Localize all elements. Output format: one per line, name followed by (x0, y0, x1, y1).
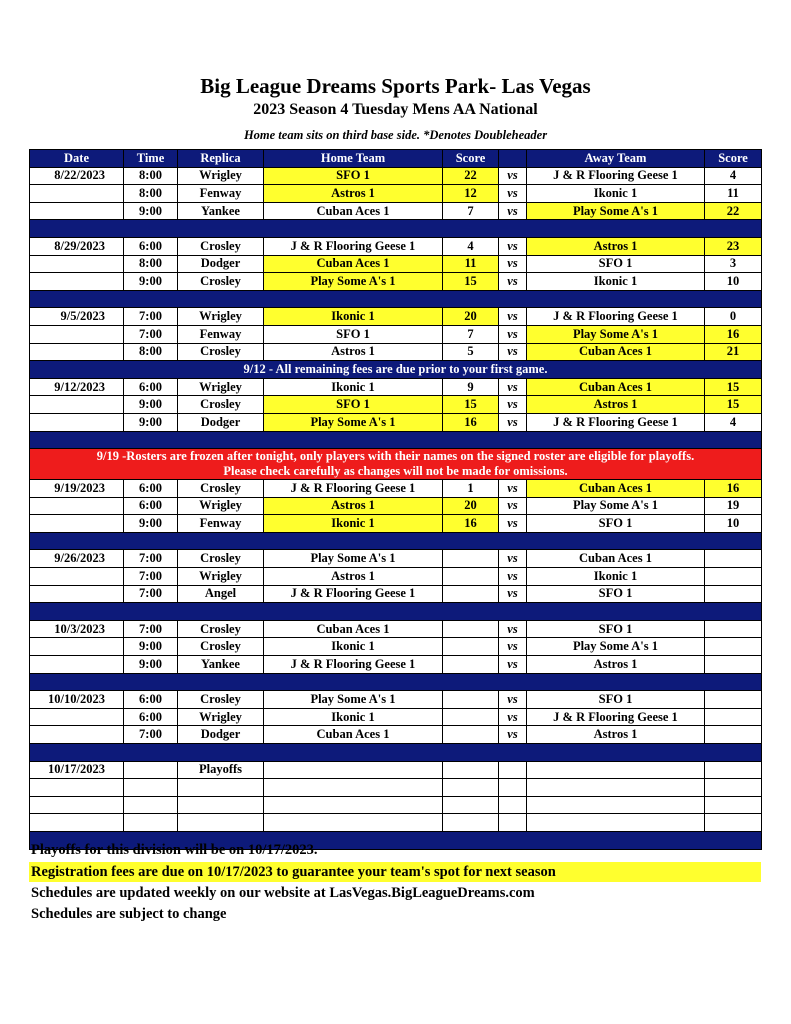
vs-label: vs (499, 308, 527, 326)
vs-label (499, 796, 527, 814)
home-team: J & R Flooring Geese 1 (264, 480, 443, 498)
game-row (30, 568, 762, 586)
game-field: Crosley (178, 550, 264, 568)
home-score: 9 (443, 378, 499, 396)
game-field: Crosley (178, 620, 264, 638)
home-team: Cuban Aces 1 (264, 255, 443, 273)
away-score: 16 (705, 325, 762, 343)
away-team (527, 796, 705, 814)
game-date (30, 726, 124, 744)
home-score: 4 (443, 237, 499, 255)
game-date: 9/19/2023 (30, 480, 124, 498)
away-team: Cuban Aces 1 (527, 378, 705, 396)
away-score (705, 761, 762, 779)
game-time: 7:00 (124, 308, 178, 326)
separator-cell (30, 603, 762, 621)
game-time: 9:00 (124, 413, 178, 431)
away-score: 19 (705, 497, 762, 515)
game-date (30, 497, 124, 515)
home-team (264, 779, 443, 797)
away-score (705, 656, 762, 674)
home-team: Ikonic 1 (264, 708, 443, 726)
game-time: 7:00 (124, 585, 178, 603)
page-subtitle: 2023 Season 4 Tuesday Mens AA National (253, 101, 538, 118)
game-date (30, 202, 124, 220)
vs-label: vs (499, 167, 527, 185)
home-score (443, 796, 499, 814)
vs-label (499, 761, 527, 779)
game-field: Fenway (178, 515, 264, 533)
home-score: 20 (443, 308, 499, 326)
registration-note: Registration fees are due on 10/17/2023 to guarantee your team's spot for next season (29, 862, 761, 882)
home-team: Astros 1 (264, 497, 443, 515)
col-home-team: Home Team (264, 150, 443, 168)
home-team (264, 814, 443, 832)
col-replica: Replica (178, 150, 264, 168)
separator-row (30, 673, 762, 691)
away-team: J & R Flooring Geese 1 (527, 167, 705, 185)
away-score: 4 (705, 413, 762, 431)
away-team: Ikonic 1 (527, 185, 705, 203)
game-field: Fenway (178, 325, 264, 343)
away-score: 0 (705, 308, 762, 326)
vs-label: vs (499, 237, 527, 255)
game-row (30, 814, 762, 832)
game-row (30, 396, 762, 414)
away-team: Play Some A's 1 (527, 497, 705, 515)
away-team: Play Some A's 1 (527, 202, 705, 220)
game-field: Wrigley (178, 378, 264, 396)
game-time: 8:00 (124, 255, 178, 273)
home-team: Play Some A's 1 (264, 413, 443, 431)
game-date (30, 255, 124, 273)
away-score: 11 (705, 185, 762, 203)
game-field: Crosley (178, 273, 264, 291)
away-score (705, 620, 762, 638)
away-team (527, 779, 705, 797)
away-score (705, 691, 762, 709)
game-field: Fenway (178, 185, 264, 203)
game-time: 9:00 (124, 273, 178, 291)
fees-notice-row (30, 361, 762, 379)
game-row (30, 185, 762, 203)
game-row (30, 638, 762, 656)
away-score: 10 (705, 273, 762, 291)
away-team: Play Some A's 1 (527, 325, 705, 343)
home-team-note: Home team sits on third base side. *Denotes Doubleheader (243, 128, 548, 142)
home-team: SFO 1 (264, 167, 443, 185)
home-team: Play Some A's 1 (264, 273, 443, 291)
home-score: 20 (443, 497, 499, 515)
game-date: 10/3/2023 (30, 620, 124, 638)
home-score: 16 (443, 515, 499, 533)
game-date: 8/29/2023 (30, 237, 124, 255)
away-score: 4 (705, 167, 762, 185)
away-team: Play Some A's 1 (527, 638, 705, 656)
game-row (30, 343, 762, 361)
game-row (30, 325, 762, 343)
away-team: J & R Flooring Geese 1 (527, 708, 705, 726)
away-team: Astros 1 (527, 726, 705, 744)
home-team: J & R Flooring Geese 1 (264, 237, 443, 255)
game-row (30, 202, 762, 220)
away-score: 23 (705, 237, 762, 255)
game-time: 6:00 (124, 708, 178, 726)
away-team: J & R Flooring Geese 1 (527, 413, 705, 431)
home-team: J & R Flooring Geese 1 (264, 656, 443, 674)
away-score: 15 (705, 396, 762, 414)
away-team: Cuban Aces 1 (527, 343, 705, 361)
away-score (705, 814, 762, 832)
roster-alert-line: Please check carefully as changes will not be made for omissions. (223, 464, 568, 479)
game-date (30, 814, 124, 832)
away-score (705, 708, 762, 726)
vs-label: vs (499, 620, 527, 638)
away-team: Ikonic 1 (527, 273, 705, 291)
game-field: Wrigley (178, 708, 264, 726)
game-field: Crosley (178, 343, 264, 361)
roster-alert-row (30, 449, 762, 480)
vs-label: vs (499, 585, 527, 603)
game-field: Crosley (178, 396, 264, 414)
home-team: J & R Flooring Geese 1 (264, 585, 443, 603)
game-row (30, 515, 762, 533)
game-date: 9/5/2023 (30, 308, 124, 326)
game-time: 9:00 (124, 656, 178, 674)
home-score: 16 (443, 413, 499, 431)
game-field: Crosley (178, 237, 264, 255)
col-time: Time (124, 150, 178, 168)
game-time (124, 796, 178, 814)
game-row (30, 656, 762, 674)
game-field: Crosley (178, 638, 264, 656)
game-row (30, 761, 762, 779)
game-date (30, 343, 124, 361)
game-field (178, 814, 264, 832)
game-row (30, 255, 762, 273)
away-team: Cuban Aces 1 (527, 550, 705, 568)
separator-row (30, 290, 762, 308)
away-score (705, 796, 762, 814)
game-time (124, 779, 178, 797)
game-field (178, 796, 264, 814)
vs-label: vs (499, 515, 527, 533)
col-home-score: Score (443, 150, 499, 168)
separator-cell (30, 744, 762, 762)
game-time: 7:00 (124, 568, 178, 586)
game-time: 7:00 (124, 726, 178, 744)
separator-row (30, 431, 762, 449)
vs-label: vs (499, 396, 527, 414)
game-row (30, 708, 762, 726)
home-score: 22 (443, 167, 499, 185)
game-time: 9:00 (124, 638, 178, 656)
vs-label: vs (499, 378, 527, 396)
vs-label: vs (499, 185, 527, 203)
game-date (30, 656, 124, 674)
away-score (705, 779, 762, 797)
game-time: 8:00 (124, 185, 178, 203)
game-date: 9/26/2023 (30, 550, 124, 568)
home-score (443, 779, 499, 797)
away-score (705, 585, 762, 603)
roster-alert (30, 449, 762, 480)
playoffs-note: Playoffs for this division will be on 10/17/2023. (31, 842, 318, 858)
game-time: 6:00 (124, 497, 178, 515)
game-date: 9/12/2023 (30, 378, 124, 396)
game-field: Crosley (178, 691, 264, 709)
vs-label: vs (499, 638, 527, 656)
home-score (443, 761, 499, 779)
home-team: Play Some A's 1 (264, 691, 443, 709)
game-time: 6:00 (124, 691, 178, 709)
col-away-score: Score (705, 150, 762, 168)
home-score: 5 (443, 343, 499, 361)
game-field: Wrigley (178, 568, 264, 586)
home-score: 15 (443, 396, 499, 414)
home-score (443, 814, 499, 832)
home-team: Ikonic 1 (264, 308, 443, 326)
home-score (443, 638, 499, 656)
game-field: Yankee (178, 202, 264, 220)
away-score (705, 568, 762, 586)
vs-label: vs (499, 255, 527, 273)
away-team: SFO 1 (527, 691, 705, 709)
away-team (527, 814, 705, 832)
home-team: Cuban Aces 1 (264, 620, 443, 638)
vs-label: vs (499, 343, 527, 361)
game-field: Dodger (178, 726, 264, 744)
home-score (443, 620, 499, 638)
game-time: 9:00 (124, 202, 178, 220)
away-team: SFO 1 (527, 255, 705, 273)
game-field (178, 779, 264, 797)
game-time: 6:00 (124, 480, 178, 498)
home-score: 12 (443, 185, 499, 203)
away-team: Astros 1 (527, 396, 705, 414)
game-time: 7:00 (124, 550, 178, 568)
game-row (30, 691, 762, 709)
away-score: 21 (705, 343, 762, 361)
separator-row (30, 532, 762, 550)
game-time: 7:00 (124, 325, 178, 343)
home-score (443, 656, 499, 674)
home-score (443, 585, 499, 603)
away-team: Astros 1 (527, 656, 705, 674)
home-score: 1 (443, 480, 499, 498)
game-field: Angel (178, 585, 264, 603)
game-date: 10/17/2023 (30, 761, 124, 779)
vs-label: vs (499, 202, 527, 220)
game-date (30, 273, 124, 291)
game-field: Wrigley (178, 167, 264, 185)
separator-cell (30, 220, 762, 238)
away-score: 22 (705, 202, 762, 220)
separator-row (30, 744, 762, 762)
game-date: 10/10/2023 (30, 691, 124, 709)
game-time (124, 761, 178, 779)
game-field: Yankee (178, 656, 264, 674)
vs-label: vs (499, 480, 527, 498)
game-date (30, 515, 124, 533)
game-row (30, 480, 762, 498)
home-team: Play Some A's 1 (264, 550, 443, 568)
game-field: Crosley (178, 480, 264, 498)
away-score: 3 (705, 255, 762, 273)
home-team: Astros 1 (264, 343, 443, 361)
game-date (30, 779, 124, 797)
col-date: Date (30, 150, 124, 168)
vs-label: vs (499, 325, 527, 343)
page-title: Big League Dreams Sports Park- Las Vegas (200, 74, 591, 98)
home-team: Cuban Aces 1 (264, 202, 443, 220)
away-team: SFO 1 (527, 620, 705, 638)
home-score (443, 550, 499, 568)
home-score (443, 568, 499, 586)
game-time: 7:00 (124, 620, 178, 638)
schedule-table (29, 149, 762, 850)
away-team: SFO 1 (527, 585, 705, 603)
game-field: Playoffs (178, 761, 264, 779)
website-note: Schedules are updated weekly on our website at LasVegas.BigLeagueDreams.com (31, 885, 535, 901)
vs-label: vs (499, 550, 527, 568)
home-team: Astros 1 (264, 185, 443, 203)
game-date (30, 796, 124, 814)
home-team: Ikonic 1 (264, 638, 443, 656)
game-time: 8:00 (124, 343, 178, 361)
away-team: SFO 1 (527, 515, 705, 533)
home-score: 7 (443, 202, 499, 220)
vs-label: vs (499, 691, 527, 709)
home-score: 7 (443, 325, 499, 343)
game-date (30, 185, 124, 203)
game-time: 8:00 (124, 167, 178, 185)
game-time (124, 814, 178, 832)
vs-label: vs (499, 497, 527, 515)
home-team: Cuban Aces 1 (264, 726, 443, 744)
vs-label: vs (499, 708, 527, 726)
game-date (30, 708, 124, 726)
separator-cell (30, 532, 762, 550)
away-score (705, 638, 762, 656)
game-row (30, 497, 762, 515)
separator-row (30, 220, 762, 238)
home-team: SFO 1 (264, 396, 443, 414)
game-date (30, 413, 124, 431)
away-score: 10 (705, 515, 762, 533)
home-score (443, 691, 499, 709)
game-row (30, 237, 762, 255)
vs-label: vs (499, 413, 527, 431)
game-time: 9:00 (124, 515, 178, 533)
vs-label: vs (499, 273, 527, 291)
home-score: 11 (443, 255, 499, 273)
home-score (443, 726, 499, 744)
vs-label: vs (499, 726, 527, 744)
roster-alert-line: 9/19 -Rosters are frozen after tonight, only players with their names on the signed roster are eligible for playoffs. (96, 449, 695, 464)
game-date (30, 396, 124, 414)
home-team: Ikonic 1 (264, 378, 443, 396)
game-row (30, 378, 762, 396)
home-team (264, 761, 443, 779)
game-field: Dodger (178, 413, 264, 431)
game-row (30, 796, 762, 814)
away-team: J & R Flooring Geese 1 (527, 308, 705, 326)
game-row (30, 550, 762, 568)
header-row (30, 150, 762, 168)
home-team: SFO 1 (264, 325, 443, 343)
home-team (264, 796, 443, 814)
away-team: Astros 1 (527, 237, 705, 255)
game-date (30, 568, 124, 586)
away-score (705, 550, 762, 568)
game-row (30, 726, 762, 744)
separator-row (30, 603, 762, 621)
game-row (30, 620, 762, 638)
game-time: 6:00 (124, 378, 178, 396)
game-row (30, 308, 762, 326)
away-team: Cuban Aces 1 (527, 480, 705, 498)
game-row (30, 779, 762, 797)
home-team: Ikonic 1 (264, 515, 443, 533)
home-team: Astros 1 (264, 568, 443, 586)
game-row (30, 413, 762, 431)
game-field: Wrigley (178, 308, 264, 326)
col-vs (499, 150, 527, 168)
separator-cell (30, 290, 762, 308)
game-field: Dodger (178, 255, 264, 273)
col-away-team: Away Team (527, 150, 705, 168)
game-field: Wrigley (178, 497, 264, 515)
game-date: 8/22/2023 (30, 167, 124, 185)
change-note: Schedules are subject to change (31, 906, 227, 922)
game-row (30, 585, 762, 603)
vs-label: vs (499, 568, 527, 586)
game-date (30, 638, 124, 656)
game-date (30, 585, 124, 603)
schedule-body (30, 167, 762, 849)
separator-cell (30, 673, 762, 691)
separator-cell (30, 431, 762, 449)
away-score (705, 726, 762, 744)
game-time: 6:00 (124, 237, 178, 255)
away-team (527, 761, 705, 779)
game-row (30, 167, 762, 185)
vs-label (499, 814, 527, 832)
home-score (443, 708, 499, 726)
game-date (30, 325, 124, 343)
vs-label: vs (499, 656, 527, 674)
game-row (30, 273, 762, 291)
away-score: 15 (705, 378, 762, 396)
fees-notice: 9/12 - All remaining fees are due prior to your first game. (30, 361, 762, 379)
away-score: 16 (705, 480, 762, 498)
home-score: 15 (443, 273, 499, 291)
game-time: 9:00 (124, 396, 178, 414)
vs-label (499, 779, 527, 797)
away-team: Ikonic 1 (527, 568, 705, 586)
